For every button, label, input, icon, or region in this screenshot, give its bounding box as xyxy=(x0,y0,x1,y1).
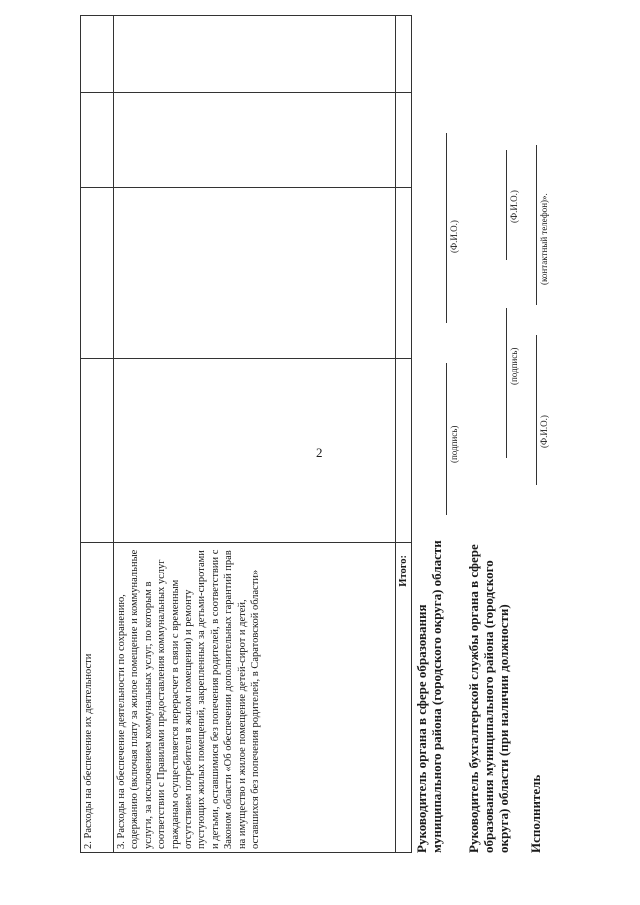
head-sign-caption: (подпись) xyxy=(449,425,459,463)
table-cell xyxy=(396,359,412,543)
executor-name-caption: (Ф.И.О.) xyxy=(539,415,549,448)
table-cell xyxy=(396,188,412,359)
table-row xyxy=(81,16,114,853)
executor-phone-caption: (контактный телефон)». xyxy=(539,193,549,285)
head-sign-line xyxy=(446,363,447,515)
total-label: Итого: xyxy=(396,543,412,853)
table-cell xyxy=(114,93,396,188)
head-name-line xyxy=(446,133,447,323)
accountant-name-line xyxy=(506,150,507,260)
table-cell xyxy=(81,16,114,93)
page-number: 2 xyxy=(316,445,323,460)
table-cell-expense-name: 2. Расходы на обеспечение их деятельности xyxy=(81,543,114,853)
executor-title: Исполнитель xyxy=(528,774,543,853)
head-name-caption: (Ф.И.О.) xyxy=(449,220,459,253)
table-cell xyxy=(114,359,396,543)
table-row xyxy=(114,16,396,853)
executor-phone-line xyxy=(536,145,537,305)
table-cell xyxy=(396,93,412,188)
head-signature-title: Руководитель органа в сфере образования муниципального района (городского округа) области xyxy=(414,540,444,853)
table-cell xyxy=(81,93,114,188)
table-cell-expense-name: 3. Расходы на обеспечение деятельности по сохранению, содержанию (включая плату за жилое помещение и коммунальные услуги, за исключением коммунальных услуг, по которым в соответствии с Правилами предоставления коммунальных услуг гражданам осуществляется перерасчет в связи с временным отсутствием потребителя в жилом помещении) и ремонту пустующих жилых помещений, закрепленных за детьми-сиротами и детьми, оставшимися без попечения родителей, в соответствии с Законом области «Об обеспечении дополнительных гарантий прав на имущество и жилое помещение детей-сирот и детей, оставшихся без попечения родителей, в Саратовской области» xyxy=(114,543,396,853)
table-cell xyxy=(81,359,114,543)
table-cell xyxy=(114,16,396,93)
accountant-signature-title: Руководитель бухгалтерской службы органа в сфере образования муниципального района (городского округа) области (при наличии должности) xyxy=(466,544,511,853)
rotated-content xyxy=(80,53,560,853)
executor-name-line xyxy=(536,335,537,485)
accountant-sign-caption: (подпись) xyxy=(509,347,519,385)
table-cell xyxy=(396,16,412,93)
table-cell xyxy=(81,188,114,359)
expenses-table xyxy=(80,15,412,853)
accountant-name-caption: (Ф.И.О.) xyxy=(509,190,519,223)
table-row-total xyxy=(396,16,412,853)
accountant-sign-line xyxy=(506,308,507,458)
table-cell xyxy=(114,188,396,359)
